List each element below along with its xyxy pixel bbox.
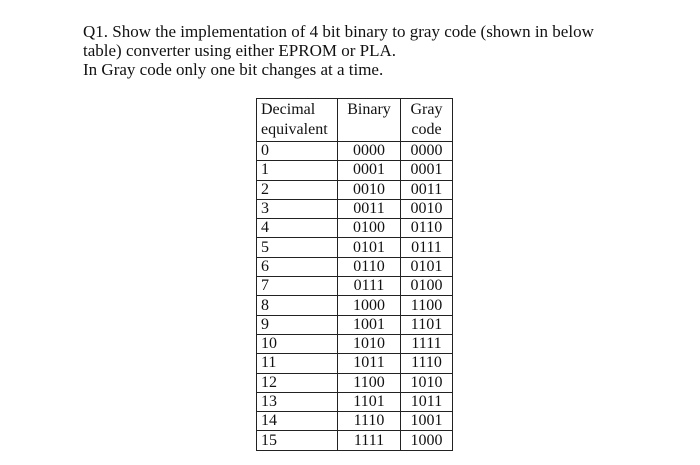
table-header-row	[257, 99, 453, 142]
cell-binary: 1001	[338, 315, 401, 334]
table-row	[257, 277, 453, 296]
header-binary	[338, 99, 401, 142]
cell-decimal: 3	[257, 199, 338, 218]
table-row	[257, 315, 453, 334]
cell-decimal: 1	[257, 161, 338, 180]
cell-binary: 1111	[338, 431, 401, 450]
cell-decimal: 14	[257, 412, 338, 431]
cell-gray: 1011	[401, 392, 453, 411]
cell-decimal: 2	[257, 180, 338, 199]
header-gray-line: code	[411, 121, 442, 138]
cell-decimal: 7	[257, 277, 338, 296]
cell-decimal: 8	[257, 296, 338, 315]
table-row	[257, 431, 453, 450]
cell-binary: 1000	[338, 296, 401, 315]
cell-gray: 1000	[401, 431, 453, 450]
cell-gray: 0010	[401, 199, 453, 218]
table-row	[257, 412, 453, 431]
cell-binary: 1010	[338, 334, 401, 353]
cell-gray: 0011	[401, 180, 453, 199]
cell-binary: 0010	[338, 180, 401, 199]
cell-decimal: 6	[257, 257, 338, 276]
header-gray-line: Gray	[410, 101, 443, 118]
table-row	[257, 373, 453, 392]
table-row	[257, 354, 453, 373]
cell-gray: 1101	[401, 315, 453, 334]
header-decimal	[257, 99, 338, 142]
cell-decimal: 13	[257, 392, 338, 411]
cell-gray: 0001	[401, 161, 453, 180]
table-row	[257, 199, 453, 218]
cell-binary: 0101	[338, 238, 401, 257]
cell-decimal: 5	[257, 238, 338, 257]
question-text	[83, 22, 643, 79]
cell-binary: 0110	[338, 257, 401, 276]
table-row	[257, 142, 453, 161]
cell-gray: 0110	[401, 219, 453, 238]
cell-gray: 0000	[401, 142, 453, 161]
cell-decimal: 12	[257, 373, 338, 392]
header-decimal-line: equivalent	[261, 121, 328, 138]
header-binary-line: Binary	[347, 101, 391, 118]
cell-decimal: 9	[257, 315, 338, 334]
table-row	[257, 392, 453, 411]
table-body	[257, 142, 453, 451]
cell-binary: 0000	[338, 142, 401, 161]
question-line: In Gray code only one bit changes at a time.	[83, 60, 384, 79]
cell-decimal: 15	[257, 431, 338, 450]
table-row	[257, 296, 453, 315]
cell-decimal: 11	[257, 354, 338, 373]
question-line: Q1. Show the implementation of 4 bit binary to gray code (shown in below	[83, 22, 594, 41]
table-row	[257, 238, 453, 257]
cell-gray: 1001	[401, 412, 453, 431]
table-row	[257, 161, 453, 180]
cell-binary: 1011	[338, 354, 401, 373]
cell-gray: 1110	[401, 354, 453, 373]
cell-decimal: 0	[257, 142, 338, 161]
cell-gray: 1100	[401, 296, 453, 315]
cell-binary: 0001	[338, 161, 401, 180]
cell-binary: 0100	[338, 219, 401, 238]
cell-gray: 0100	[401, 277, 453, 296]
table-row	[257, 180, 453, 199]
cell-binary: 0111	[338, 277, 401, 296]
cell-binary: 1100	[338, 373, 401, 392]
cell-binary: 0011	[338, 199, 401, 218]
question-line: table) converter using either EPROM or PLA.	[83, 41, 397, 60]
cell-gray: 1010	[401, 373, 453, 392]
gray-code-table	[256, 98, 453, 451]
cell-gray: 1111	[401, 334, 453, 353]
table-row	[257, 257, 453, 276]
cell-decimal: 10	[257, 334, 338, 353]
table-row	[257, 334, 453, 353]
table-row	[257, 219, 453, 238]
header-gray	[401, 99, 453, 142]
cell-decimal: 4	[257, 219, 338, 238]
cell-gray: 0111	[401, 238, 453, 257]
cell-binary: 1101	[338, 392, 401, 411]
header-decimal-line: Decimal	[261, 101, 316, 118]
cell-gray: 0101	[401, 257, 453, 276]
cell-binary: 1110	[338, 412, 401, 431]
